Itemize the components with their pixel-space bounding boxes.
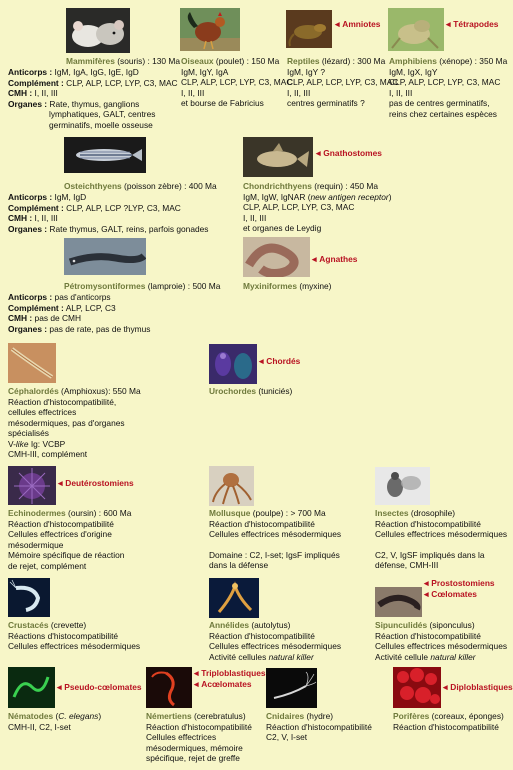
mammiferes-organes: Rate, thymus, ganglions lymphatiques, GALT, centres germinatifs, moelle osseuse bbox=[47, 98, 156, 130]
mammiferes-anticorps: IgM, IgA, IgG, IgE, IgD bbox=[52, 67, 139, 77]
myxiniformes-name: Myxiniformes bbox=[243, 281, 297, 291]
cephalordes-line-2: cellules effectrices bbox=[8, 407, 77, 417]
osteichthyens-title bbox=[64, 181, 217, 192]
amphibiens-organes: pas de centres germinatifs, bbox=[389, 98, 490, 108]
tag-chordes: ◄ Chordés bbox=[257, 356, 300, 367]
amphibiens-organes-2: reins chez certaines espèces bbox=[389, 108, 497, 119]
chondrichthyens-nar-note: new antigen receptor bbox=[310, 191, 389, 202]
annelides-name: Annélides bbox=[209, 620, 250, 630]
chondrichthyens-subtitle: (requin) : 450 Ma bbox=[311, 181, 378, 191]
cnidaires-subtitle: (hydre) bbox=[304, 711, 334, 721]
anticorps-label: Anticorps : bbox=[8, 292, 53, 302]
mollusque-line-1: Réaction d'histocompatibilité bbox=[209, 518, 315, 529]
hagfish-photo bbox=[243, 237, 310, 277]
reptiles-cmh: I, II, III bbox=[287, 87, 311, 98]
nematodes-species: C. elegans bbox=[58, 711, 99, 721]
mollusque-line-4: dans la défense bbox=[209, 560, 269, 570]
nemertiens-subtitle: (cerebratulus) bbox=[191, 711, 246, 721]
tag-diploblastiques: ◄ Diploblastiques bbox=[441, 682, 513, 693]
sipunculides-line-1: Réaction d'histocompatibilité bbox=[375, 630, 481, 641]
cmh-label: CMH : bbox=[8, 213, 33, 223]
osteichthyens-organes: Rate thymus, GALT, reins, parfois gonades bbox=[47, 223, 209, 234]
crustaces-block bbox=[8, 620, 140, 652]
petromyzontiformes-name: Pétromysontiformes bbox=[64, 281, 146, 291]
chondrichthyens-paren: ) bbox=[388, 191, 392, 202]
tag-acoelomates: ◄ Acœlomates bbox=[192, 679, 252, 690]
echinodermes-line-5: de rejet, complément bbox=[8, 560, 87, 571]
amphibiens-subtitle: (xénope) : 350 Ma bbox=[436, 56, 508, 66]
mammiferes-title bbox=[66, 56, 180, 67]
oiseaux-complement: CLP, ALP, LCP, LYP, C3, MAC bbox=[181, 77, 293, 87]
mollusque-line-2: Cellules effectrices mésodermiques bbox=[209, 529, 342, 539]
amphibiens-cmh: I, II, III bbox=[389, 87, 413, 98]
c-elegans-photo bbox=[8, 667, 55, 708]
osteichthyens-subtitle: (poisson zèbre) : 400 Ma bbox=[121, 181, 217, 191]
cephalordes-line-4: spécialisés bbox=[8, 428, 49, 438]
insectes-name: Insectes bbox=[375, 508, 409, 518]
nemertiens-line-1: Réaction d'histocompatibilité bbox=[146, 721, 252, 732]
tunicate-photo bbox=[209, 344, 257, 384]
cephalordes-name: Céphalordés bbox=[8, 386, 59, 396]
petromyzontiformes-subtitle: (lamproie) : 500 Ma bbox=[145, 281, 221, 291]
echinodermes-line-3: mésodermique bbox=[8, 539, 64, 550]
mammiferes-name: Mammifères bbox=[66, 56, 115, 66]
petromyzontiformes-title bbox=[64, 281, 220, 292]
complement-label: Complément : bbox=[8, 202, 64, 213]
osteichthyens-anticorps: IgM, IgD bbox=[52, 192, 87, 202]
nemertiens-line-4: spécifique, rejet de greffe bbox=[146, 753, 240, 763]
shrimp-photo bbox=[8, 578, 50, 617]
frog-photo bbox=[388, 8, 444, 51]
chondrichthyens-name: Chondrichthyens bbox=[243, 181, 312, 191]
oiseaux-block bbox=[181, 56, 292, 109]
sipunculides-subtitle: (siponculus) bbox=[427, 620, 475, 630]
chondrichthyens-block bbox=[243, 181, 392, 234]
nematodes-line-1: CMH-II, C2, I-set bbox=[8, 721, 71, 732]
nematodes-paren-open: ( bbox=[53, 711, 59, 721]
tag-gnathostomes: ◄ Gnathostomes bbox=[314, 148, 382, 159]
mollusque-name: Mollusque bbox=[209, 508, 251, 518]
tag-triploblastiques: ◄ Triploblastiques bbox=[192, 668, 266, 679]
amphioxus-photo bbox=[8, 343, 56, 383]
cerebratulus-photo bbox=[146, 667, 192, 708]
echinodermes-subtitle: (oursin) : 600 Ma bbox=[65, 508, 132, 518]
amphibiens-anticorps: IgM, IgX, IgY bbox=[389, 66, 438, 77]
reptiles-subtitle: (lézard) : 300 Ma bbox=[319, 56, 386, 66]
tag-deuterostomiens: ◄ Deutérostomiens bbox=[56, 478, 134, 489]
tag-agnathes: ◄ Agnathes bbox=[310, 254, 357, 265]
zebrafish-photo bbox=[64, 137, 146, 173]
shark-photo bbox=[243, 137, 313, 177]
cnidaires-name: Cnidaires bbox=[266, 711, 305, 721]
tag-amniotes: ◄ Amniotes bbox=[333, 19, 380, 30]
hydra-photo bbox=[266, 668, 317, 708]
mammiferes-cmh: I, II, III bbox=[32, 88, 58, 98]
tag-tetrapodes: ◄ Tétrapodes bbox=[444, 19, 498, 30]
urochordes-title bbox=[209, 386, 292, 397]
octopus-photo bbox=[209, 466, 254, 506]
reptiles-complement: CLP, ALP, LCP, LYP, C3, MAC bbox=[287, 77, 399, 87]
petromyzontiformes-complement: ALP, LCP, C3 bbox=[63, 302, 116, 313]
insectes-block bbox=[375, 508, 507, 571]
poriferes-subtitle: (coreaux, éponges) bbox=[429, 711, 504, 721]
oiseaux-subtitle: (poulet) : 150 Ma bbox=[213, 56, 280, 66]
annelides-nk-a: Activité cellules bbox=[209, 651, 269, 662]
petromyzontiformes-cmh: pas de CMH bbox=[32, 313, 82, 323]
sipunculides-line-2: Cellules effectrices mésodermiques bbox=[375, 641, 508, 651]
chondrichthyens-cmh: I, II, III bbox=[243, 212, 267, 223]
echinodermes-line-1: Réaction d'histocompatibilité bbox=[8, 518, 114, 529]
mouse-photo bbox=[66, 8, 130, 53]
chondrichthyens-anticorps: IgM, IgW, IgNAR ( bbox=[243, 191, 311, 202]
complement-label: Complément : bbox=[8, 77, 64, 88]
nemertiens-line-2: Cellules effectrices bbox=[146, 732, 217, 742]
nematodes-paren-close: ) bbox=[98, 711, 102, 721]
complement-label: Complément : bbox=[8, 302, 64, 313]
cephalordes-subtitle: (Amphioxus): 550 Ma bbox=[58, 386, 141, 396]
cephalordes-line-3: mésodermiques, pas d'organes bbox=[8, 417, 125, 428]
poriferes-block bbox=[393, 711, 504, 732]
cephalordes-vlike-b: like bbox=[15, 438, 29, 449]
sipunculus-photo bbox=[375, 587, 422, 617]
chicken-photo bbox=[180, 8, 240, 51]
cmh-label: CMH : bbox=[8, 313, 33, 323]
tag-prostostomiens: ◄ Prostostomiens bbox=[422, 578, 495, 589]
petromyzontiformes-details bbox=[8, 292, 150, 334]
organes-label: Organes : bbox=[8, 98, 48, 109]
oiseaux-organes: et bourse de Fabricius bbox=[181, 98, 264, 108]
crustaces-line-1: Réactions d'histocompatibilité bbox=[8, 630, 119, 641]
sipunculides-name: Sipunculidés bbox=[375, 620, 428, 630]
mollusque-block bbox=[209, 508, 341, 571]
echinodermes-line-2: Cellules effectrices d'origine bbox=[8, 529, 112, 539]
echinodermes-block bbox=[8, 508, 131, 571]
reptiles-organes: centres germinatifs ? bbox=[287, 98, 365, 108]
autolytus-photo bbox=[209, 578, 259, 618]
mammiferes-details bbox=[8, 67, 178, 130]
cephalordes-vlike-a: V- bbox=[8, 438, 16, 449]
sipunculides-nk-a: Activité cellule bbox=[375, 651, 431, 662]
echinodermes-name: Echinodermes bbox=[8, 508, 66, 518]
urochordes-subtitle: (tuniciés) bbox=[256, 386, 293, 396]
anticorps-label: Anticorps : bbox=[8, 67, 53, 77]
osteichthyens-name: Osteichthyens bbox=[64, 181, 122, 191]
osteichthyens-details bbox=[8, 192, 208, 234]
annelides-subtitle: (autolytus) bbox=[249, 620, 291, 630]
poriferes-line-1: Réaction d'histocompatibilité bbox=[393, 721, 499, 732]
annelides-nk-b: natural killer bbox=[268, 651, 314, 662]
petromyzontiformes-anticorps: pas d'anticorps bbox=[52, 292, 111, 302]
myxiniformes-title bbox=[243, 281, 331, 292]
amphibiens-complement: CLP, ALP, LCP, LYP, C3, MAC bbox=[389, 77, 501, 87]
tag-pseudo-coelomates: ◄ Pseudo-cœlomates bbox=[55, 682, 142, 693]
nematodes-name: Nématodes bbox=[8, 711, 54, 721]
amphibiens-block bbox=[389, 56, 507, 119]
osteichthyens-complement: CLP, ALP, LCP ?LYP, C3, MAC bbox=[63, 202, 181, 213]
poriferes-name: Porifères bbox=[393, 711, 430, 721]
oiseaux-anticorps: IgM, IgY, IgA bbox=[181, 66, 229, 77]
insectes-line-1: Réaction d'histocompatibilité bbox=[375, 518, 481, 529]
oiseaux-cmh: I, II, III bbox=[181, 87, 205, 98]
osteichthyens-cmh: I, II, III bbox=[32, 213, 58, 223]
lamprey-photo bbox=[64, 238, 146, 275]
cnidaires-block bbox=[266, 711, 372, 743]
tag-coelomates: ◄ Cœlomates bbox=[422, 589, 477, 600]
sipunculides-nk-b: natural killer bbox=[430, 651, 476, 662]
lizard-photo bbox=[286, 10, 332, 48]
annelides-line-1: Réaction d'histocompatibilité bbox=[209, 630, 315, 641]
cnidaires-line-1: Réaction d'histocompatibilité bbox=[266, 721, 372, 732]
mollusque-line-3: Domaine : C2, I-set; IgsF impliqués bbox=[209, 549, 340, 560]
drosophila-photo bbox=[375, 467, 430, 505]
crustaces-name: Crustacés bbox=[8, 620, 49, 630]
mollusque-subtitle: (poulpe) : > 700 Ma bbox=[250, 508, 326, 518]
cephalordes-vlike-c: Ig: VCBP bbox=[28, 438, 66, 449]
reptiles-block bbox=[287, 56, 398, 109]
amphibiens-name: Amphibiens bbox=[389, 56, 437, 66]
annelides-block bbox=[209, 620, 341, 662]
anticorps-label: Anticorps : bbox=[8, 192, 53, 202]
nemertiens-block bbox=[146, 711, 252, 764]
chondrichthyens-organes: et organes de Leydig bbox=[243, 223, 322, 233]
echinodermes-line-4: Mémoire spécifique de réaction bbox=[8, 550, 125, 560]
crustaces-subtitle: (crevette) bbox=[48, 620, 87, 630]
petromyzontiformes-organes: pas de rate, pas de thymus bbox=[47, 323, 151, 334]
cnidaires-line-2: C2, V, I-set bbox=[266, 732, 308, 742]
insectes-line-2: Cellules effectrices mésodermiques bbox=[375, 529, 508, 539]
nemertiens-line-3: mésodermiques, mémoire bbox=[146, 742, 243, 753]
myxiniformes-subtitle: (myxine) bbox=[297, 281, 332, 291]
organes-label: Organes : bbox=[8, 223, 48, 234]
insectes-line-4: défense, CMH-III bbox=[375, 560, 439, 570]
sponge-photo bbox=[393, 667, 441, 708]
crustaces-line-2: Cellules effectrices mésodermiques bbox=[8, 641, 141, 651]
chondrichthyens-complement: CLP, ALP, LCP, LYP, C3, MAC bbox=[243, 202, 355, 212]
mammiferes-subtitle: (souris) : 130 Ma bbox=[114, 56, 181, 66]
annelides-line-2: Cellules effectrices mésodermiques bbox=[209, 641, 342, 651]
sea-urchin-photo bbox=[8, 466, 56, 505]
insectes-line-3: C2, V, IgSF impliqués dans la bbox=[375, 549, 485, 560]
nematodes-block bbox=[8, 711, 101, 732]
cephalordes-line-6: CMH-III, complément bbox=[8, 449, 88, 459]
organes-label: Organes : bbox=[8, 323, 48, 334]
urochordes-name: Urochordes bbox=[209, 386, 257, 396]
reptiles-name: Reptiles bbox=[287, 56, 320, 66]
sipunculides-block bbox=[375, 620, 507, 662]
oiseaux-name: Oiseaux bbox=[181, 56, 214, 66]
cephalordes-line-1: Réaction d'histocompatibilité, bbox=[8, 396, 117, 407]
cmh-label: CMH : bbox=[8, 88, 33, 98]
insectes-subtitle: (drosophile) bbox=[408, 508, 456, 518]
cephalordes-block bbox=[8, 386, 141, 460]
mammiferes-complement: CLP, ALP, LCP, LYP, C3, MAC bbox=[63, 77, 178, 88]
reptiles-anticorps: IgM, IgY ? bbox=[287, 66, 326, 77]
nemertiens-name: Némertiens bbox=[146, 711, 192, 721]
